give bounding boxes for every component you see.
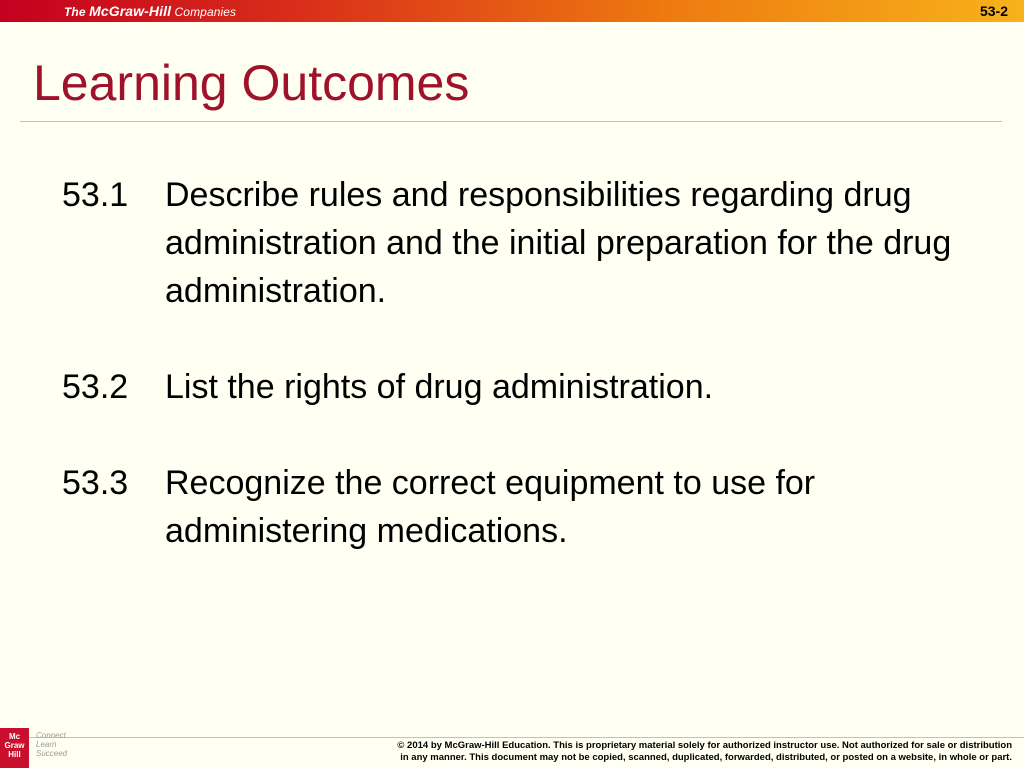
slide-title: Learning Outcomes <box>33 55 470 111</box>
tagline-line: Succeed <box>36 749 68 758</box>
slide-number: 53-2 <box>979 3 1008 19</box>
tagline-line: Learn <box>36 740 57 749</box>
tagline <box>36 731 67 758</box>
brand-prefix: The <box>64 5 86 19</box>
outcome-number: 53.2 <box>62 368 129 406</box>
outcome-item <box>62 459 982 555</box>
logo-line: Hill <box>8 750 21 759</box>
learning-outcomes-list <box>62 171 982 603</box>
logo-line: Mc <box>8 732 21 741</box>
copyright-line: © 2014 by McGraw-Hill Education. This is proprietary material solely for authorized instructor use. Not authorized for sale or distribution <box>397 740 1012 751</box>
outcome-text: Recognize the correct equipment to use for administering medications. <box>165 464 816 550</box>
copyright-line: in any manner. This document may not be copied, scanned, duplicated, forwarded, distributed, or posted on a website, in whole or part. <box>400 752 1012 763</box>
brand-logo <box>64 3 236 19</box>
outcome-number: 53.1 <box>62 176 129 214</box>
header-bar <box>0 0 1024 22</box>
logo-line: Graw <box>4 741 25 750</box>
brand-suffix: Companies <box>174 5 237 19</box>
title-divider <box>20 121 1002 122</box>
outcome-item <box>62 171 982 315</box>
tagline-line: Connect <box>36 731 66 740</box>
outcome-item <box>62 363 982 411</box>
copyright-notice <box>312 740 1012 764</box>
outcome-text: List the rights of drug administration. <box>165 368 714 406</box>
outcome-text: Describe rules and responsibilities regarding drug administration and the initial preparation for the drug administration. <box>165 176 952 310</box>
brand-name: McGraw-Hill <box>89 3 172 19</box>
mcgraw-hill-logo <box>0 728 29 768</box>
outcome-number: 53.3 <box>62 464 129 502</box>
footer-divider <box>0 737 1024 738</box>
